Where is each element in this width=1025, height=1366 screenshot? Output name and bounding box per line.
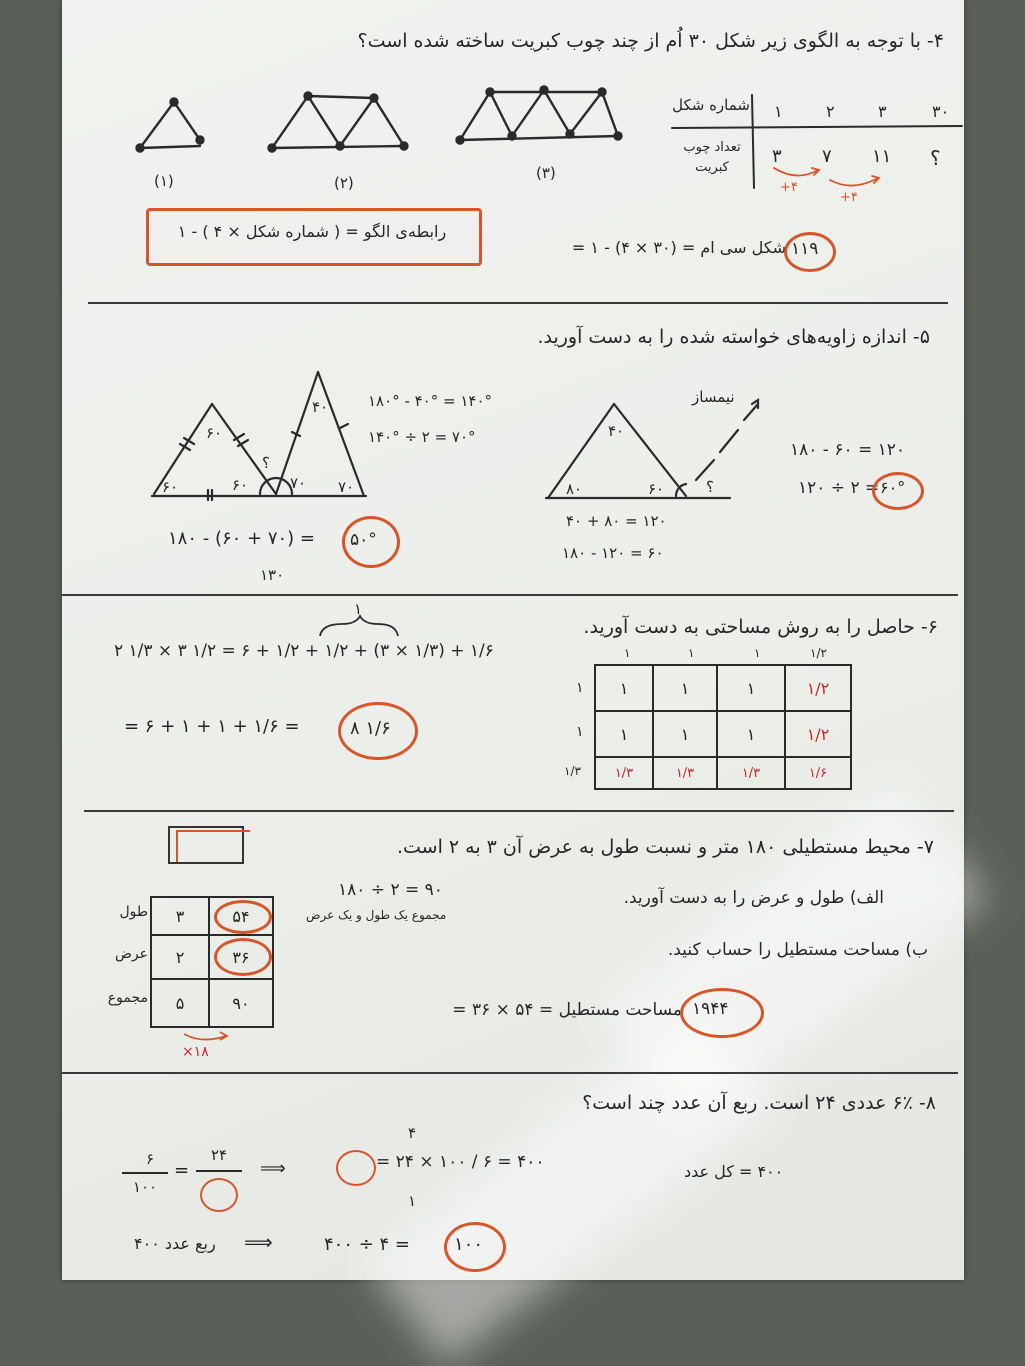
q8-calc: = ۲۴ × ۱۰۰ / ۶ = ۴۰۰ bbox=[376, 1152, 545, 1172]
calc1-main: ۱۸۰ - (۶۰ + ۷۰) = bbox=[168, 528, 315, 549]
q8-frac-left-bar bbox=[122, 1172, 168, 1174]
multiplier-label: ×۱۸ bbox=[182, 1044, 209, 1060]
grid-side-2: ۱ bbox=[576, 724, 584, 740]
tri1-right-angle: ۶۰ bbox=[232, 476, 249, 494]
table-row2-label-1: تعداد چوب bbox=[683, 140, 741, 155]
tri3-unknown-angle: ؟ bbox=[706, 478, 714, 496]
grid-cell-r3c2: ۱/۳ bbox=[675, 765, 695, 781]
q8-answer: ۱۰۰ bbox=[454, 1234, 484, 1255]
grid-cell-r3c1: ۱/۳ bbox=[614, 765, 634, 781]
tri-unknown-angle: ؟ bbox=[262, 454, 270, 472]
q8-quarter-calc: ۴۰۰ ÷ ۴ = bbox=[324, 1234, 411, 1255]
figure-label-2: (۲) bbox=[334, 174, 354, 192]
q7-half-note: مجموع یک طول و یک عرض bbox=[306, 908, 447, 922]
row-label-sum: مجموع bbox=[107, 990, 148, 1006]
q4-answer: ۱۱۹ bbox=[791, 239, 819, 259]
table-r1-c4: ۳۰ bbox=[932, 102, 950, 121]
grid-cell-r3c3: ۱/۳ bbox=[741, 765, 761, 781]
grid-cell-r2c3: ۱ bbox=[746, 724, 756, 744]
calc1-line2: ۱۴۰° ÷ ۲ = ۷۰° bbox=[368, 428, 476, 446]
row-label-length: طول bbox=[119, 904, 148, 920]
calc3-line2: ۱۲۰ ÷ ۲ = bbox=[798, 478, 880, 498]
q8-frac-right-bar bbox=[196, 1170, 242, 1172]
tri3-right-angle: ۶۰ bbox=[648, 480, 665, 498]
grid-cell-r3c4: ۱/۶ bbox=[808, 765, 828, 781]
step-label-2: +۴ bbox=[840, 190, 858, 205]
q8-title: ۸- ۶٪ عددی ۲۴ است. ربع آن عدد چند است؟ bbox=[582, 1092, 936, 1114]
grid-side-3: ۱/۳ bbox=[564, 764, 581, 778]
q7-area-text: مساحت مستطیل = ۵۴ × ۳۶ = bbox=[452, 1000, 682, 1020]
calc3-line1: ۱۸۰ - ۶۰ = ۱۲۰ bbox=[790, 440, 906, 460]
calc2-line1: ۴۰ + ۸۰ = ۱۲۰ bbox=[566, 512, 667, 530]
q8-implies-arrow: ⟹ bbox=[260, 1158, 286, 1179]
q8-frac-left-top: ۶ bbox=[145, 1150, 155, 1168]
value-cell-sum: ۹۰ bbox=[232, 993, 250, 1013]
step-label-1: +۴ bbox=[780, 180, 798, 195]
q7-part-b: ب) مساحت مستطیل را حساب کنید. bbox=[667, 940, 928, 960]
calc3-answer: ۶۰° bbox=[880, 478, 906, 497]
grid-top-3: ۱ bbox=[754, 646, 761, 660]
value-cell-length: ۵۴ bbox=[232, 906, 250, 926]
q6-brace-top: ۱ bbox=[354, 600, 363, 618]
tri2-left-angle: ۷۰ bbox=[290, 474, 307, 492]
bisector-label: نیمساز bbox=[692, 388, 735, 406]
tri1-apex-angle: ۶۰ bbox=[206, 424, 223, 442]
table-r2-c2: ۷ bbox=[822, 146, 832, 167]
calc1-answer: ۵۰° bbox=[350, 530, 377, 550]
table-row1-label: شماره شکل bbox=[672, 96, 750, 114]
table-r2-c4: ؟ bbox=[930, 146, 941, 170]
ratio-cell-length: ۳ bbox=[175, 906, 185, 926]
calc1-under: ۱۳۰ bbox=[260, 566, 285, 584]
table-r1-c1: ۱ bbox=[774, 102, 783, 121]
grid-cell-r2c4: ۱/۲ bbox=[806, 724, 830, 744]
q4-title: ۴- با توجه به الگوی زیر شکل ۳۰ اُم از چند چوب کبریت ساخته شده است؟ bbox=[357, 30, 944, 52]
calc1-line1: ۱۸۰° - ۴۰° = ۱۴۰° bbox=[368, 392, 493, 410]
q4-answer-text: شکل سی ام = (۳۰ × ۴) - ۱ = bbox=[571, 238, 786, 257]
grid-cell-r1c4: ۱/۲ bbox=[806, 678, 830, 698]
tri3-apex-angle: ۴۰ bbox=[608, 422, 625, 440]
ratio-cell-sum: ۵ bbox=[175, 993, 185, 1013]
q8-quarter-label: ربع عدد ۴۰۰ bbox=[134, 1234, 216, 1253]
tri3-left-angle: ۸۰ bbox=[566, 480, 583, 498]
grid-cell-r1c3: ۱ bbox=[746, 678, 756, 698]
grid-top-4: ۱/۲ bbox=[810, 646, 827, 660]
q5-title: ۵- اندازه زاویه‌های خواسته شده را به دست آورید. bbox=[537, 326, 930, 348]
q7-title: ۷- محیط مستطیلی ۱۸۰ متر و نسبت طول به عرض آن ۳ به ۲ است. bbox=[396, 836, 934, 858]
q8-cancel-top: ۴ bbox=[408, 1124, 417, 1142]
q7-part-a: الف) طول و عرض را به دست آورید. bbox=[623, 888, 884, 908]
q6-expression: ۲ ۱/۳ × ۳ ۱/۲ = ۶ + ۱/۲ + ۱/۲ + (۳ × ۱/۳) + ۱/۶ bbox=[114, 641, 494, 661]
q8-unknown-circle bbox=[200, 1178, 238, 1212]
q6-line2: = ۶ + ۱ + ۱ + ۱/۶ = bbox=[124, 716, 300, 737]
rule-text: رابطه‌ی الگو = ( شماره شکل × ۴ ) - ۱ bbox=[177, 222, 447, 241]
figure-label-1: (۱) bbox=[154, 172, 174, 190]
table-row2-label-2: کبریت bbox=[695, 160, 729, 175]
calc2-line2: ۱۸۰ - ۱۲۰ = ۶۰ bbox=[562, 544, 664, 562]
tri2-right-angle: ۷۰ bbox=[338, 478, 355, 496]
grid-side-1: ۱ bbox=[576, 680, 584, 696]
q8-frac-right-top: ۲۴ bbox=[210, 1146, 228, 1164]
q8-total-note: ۴۰۰ = کل عدد bbox=[684, 1162, 784, 1181]
figure-label-3: (۳) bbox=[536, 164, 556, 182]
q8-equals-sign: = bbox=[174, 1160, 190, 1181]
grid-top-1: ۱ bbox=[624, 646, 631, 660]
q8-unknown-circle-2 bbox=[336, 1150, 376, 1186]
q8-cancel-bottom: ۱ bbox=[408, 1192, 417, 1210]
q8-implies-arrow-2: ⟹ bbox=[244, 1230, 273, 1254]
grid-cell-r1c1: ۱ bbox=[619, 678, 629, 698]
q6-title: ۶- حاصل را به روش مساحتی به دست آورید. bbox=[583, 616, 938, 638]
ratio-cell-width: ۲ bbox=[175, 947, 185, 967]
grid-cell-r1c2: ۱ bbox=[680, 678, 690, 698]
table-r1-c3: ۳ bbox=[878, 102, 887, 121]
grid-cell-r2c1: ۱ bbox=[619, 724, 629, 744]
row-label-width: عرض bbox=[114, 946, 148, 962]
grid-top-2: ۱ bbox=[688, 646, 695, 660]
multiplier-arrow bbox=[62, 0, 964, 1100]
value-cell-width: ۳۶ bbox=[232, 947, 250, 967]
q8-frac-left-bottom: ۱۰۰ bbox=[132, 1178, 158, 1196]
table-r1-c2: ۲ bbox=[826, 102, 835, 121]
table-r2-c3: ۱۱ bbox=[872, 146, 892, 167]
grid-cell-r2c2: ۱ bbox=[680, 724, 690, 744]
q6-answer: ۸ ۱/۶ bbox=[350, 718, 391, 739]
table-r2-c1: ۳ bbox=[772, 146, 782, 167]
worksheet-page bbox=[62, 0, 964, 1280]
q7-half: ۱۸۰ ÷ ۲ = ۹۰ bbox=[338, 880, 443, 900]
tri2-apex-angle: ۴۰ bbox=[312, 398, 329, 416]
area-answer: ۱۹۴۴ bbox=[692, 999, 729, 1019]
divider-4 bbox=[62, 1072, 958, 1074]
tri1-left-angle: ۶۰ bbox=[162, 478, 179, 496]
